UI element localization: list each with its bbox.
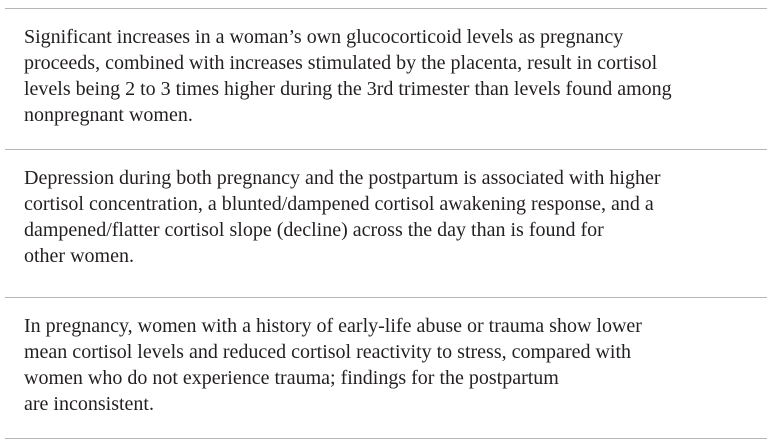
table-row [5,298,767,439]
text-line: Significant increases in a woman’s own glucocorticoid levels as pregnancy [24,26,624,48]
table-cell-text [24,165,754,269]
text-line: In pregnancy, women with a history of early-life abuse or trauma show lower [24,315,642,337]
text-line: women who do not experience trauma; findings for the postpartum [24,367,559,389]
table-cell-text [24,313,754,417]
text-line: Depression during both pregnancy and the postpartum is associated with higher [24,167,661,189]
text-line: nonpregnant women. [24,104,193,126]
text-line: cortisol concentration, a blunted/dampened cortisol awakening response, and a [24,193,654,215]
text-line: dampened/flatter cortisol slope (decline) across the day than is found for [24,219,604,241]
findings-table [5,8,767,439]
text-line: are inconsistent. [24,393,154,415]
table-row [5,9,767,150]
text-line: other women. [24,245,134,267]
text-line: proceeds, combined with increases stimulated by the placenta, result in cortisol [24,52,658,74]
text-line: mean cortisol levels and reduced cortisol reactivity to stress, compared with [24,341,632,363]
table-row [5,150,767,298]
table-cell-text [24,24,754,128]
text-line: levels being 2 to 3 times higher during the 3rd trimester than levels found among [24,78,672,100]
